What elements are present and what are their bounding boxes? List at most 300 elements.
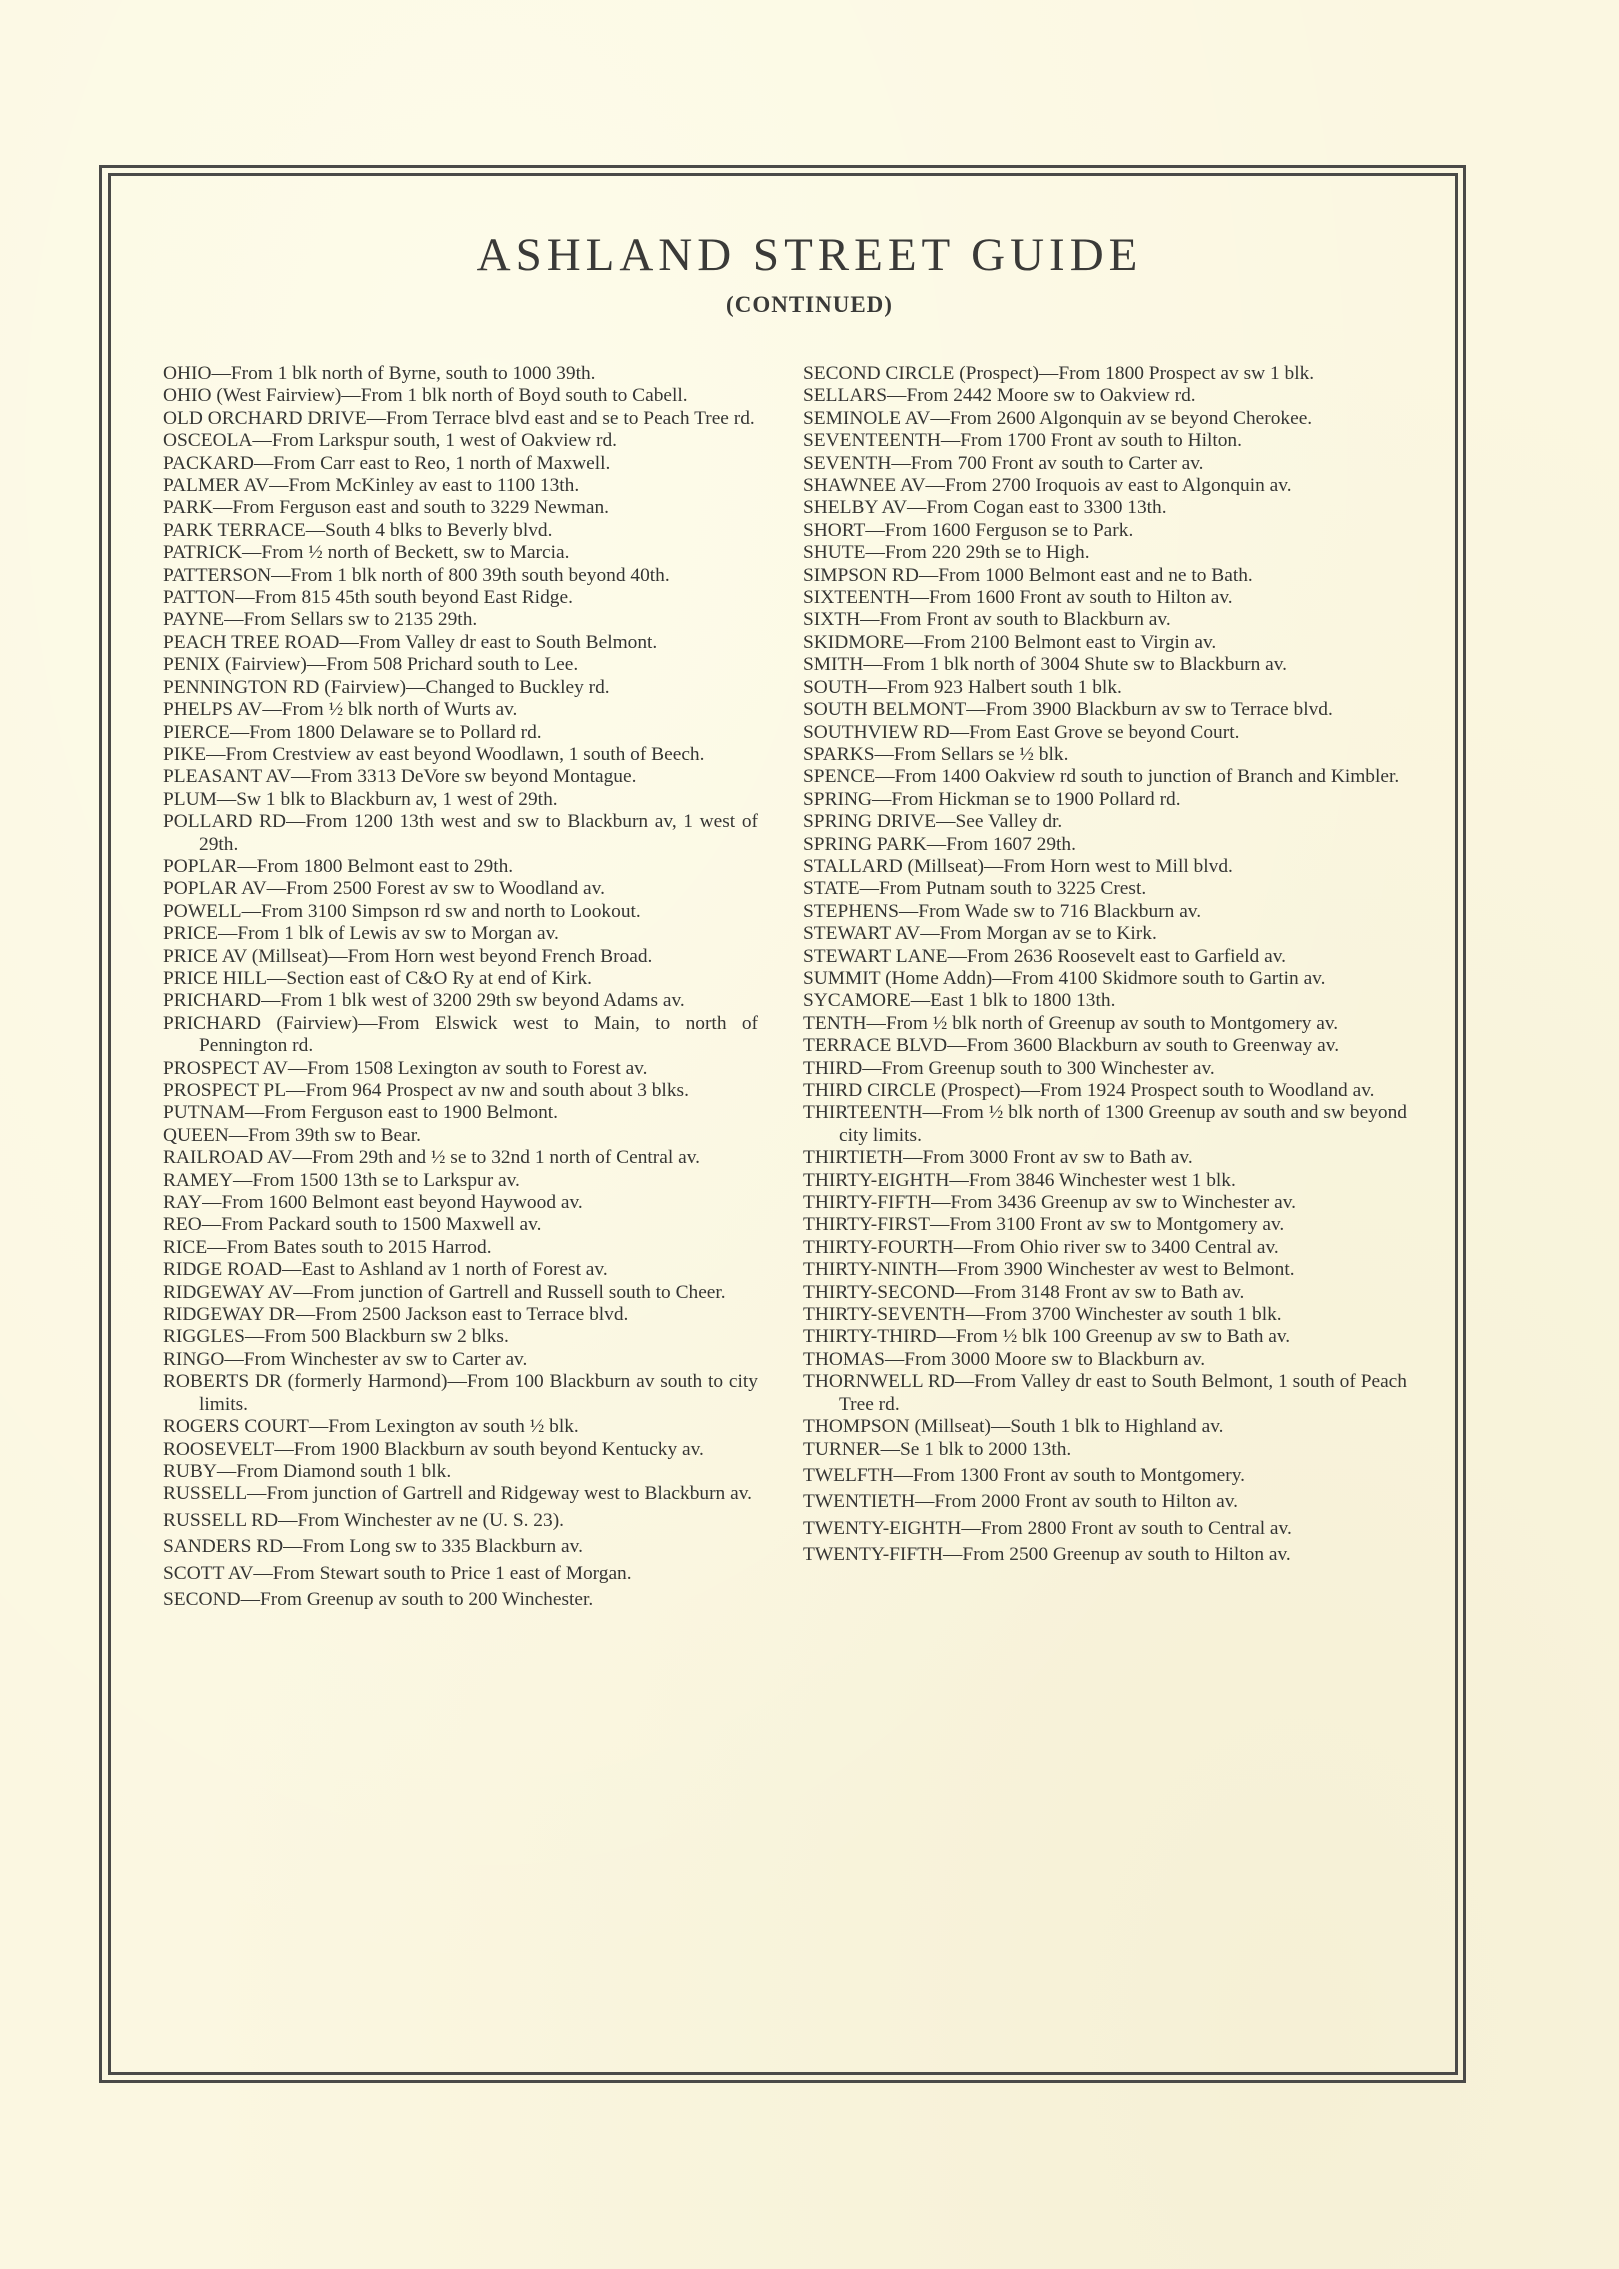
page-subtitle: (CONTINUED) xyxy=(726,292,893,317)
street-name: TWENTIETH xyxy=(803,1491,915,1513)
street-entry xyxy=(803,1544,1407,1566)
street-entry xyxy=(163,789,758,811)
street-description: —From 2600 Algonquin av se beyond Cherokee. xyxy=(930,407,1313,429)
street-entry xyxy=(163,923,758,945)
street-entry xyxy=(163,901,758,923)
street-entry xyxy=(803,699,1407,721)
street-entry xyxy=(803,453,1407,475)
street-description: —From 1800 Prospect av sw 1 blk. xyxy=(1038,363,1315,384)
street-name: PAYNE xyxy=(163,609,225,631)
street-name: ROOSEVELT xyxy=(163,1438,275,1460)
street-entry xyxy=(803,1102,1407,1147)
street-description: —From 4100 Skidmore south to Gartin av. xyxy=(992,967,1326,989)
street-description: —From Wade sw to 716 Blackburn av. xyxy=(898,900,1202,922)
street-description: —East 1 blk to 1800 13th. xyxy=(910,990,1116,1012)
street-description: —From Front av south to Blackburn av. xyxy=(860,609,1171,631)
street-description: —From 1700 Front av south to Hilton. xyxy=(940,430,1242,452)
street-name: SPRING PARK xyxy=(803,833,927,855)
street-name: SPRING xyxy=(803,788,872,810)
street-description: —From 3100 Front av sw to Montgomery av. xyxy=(930,1214,1285,1236)
street-entry xyxy=(803,475,1407,497)
street-description: —From 1 blk north of Boyd south to Cabell. xyxy=(341,385,688,407)
street-name: SPENCE xyxy=(803,766,876,788)
street-entry xyxy=(163,408,758,430)
street-name: SUMMIT (Home Addn) xyxy=(803,967,993,989)
street-name: PARK xyxy=(163,497,213,519)
street-description: —From Putnam south to 3225 Crest. xyxy=(859,878,1147,900)
street-name: SECOND CIRCLE (Prospect) xyxy=(803,363,1039,384)
street-description: —From 3436 Greenup av sw to Winchester av. xyxy=(931,1192,1296,1214)
street-name: PUTNAM xyxy=(163,1102,245,1124)
street-entry xyxy=(803,1416,1407,1438)
street-entry xyxy=(163,1371,758,1416)
street-description: —From 3148 Front av sw to Bath av. xyxy=(954,1281,1245,1303)
street-name: PHELPS AV xyxy=(163,699,263,721)
street-name: THOMAS xyxy=(803,1348,885,1370)
street-entry xyxy=(163,811,758,856)
street-description: —From 3000 Front av sw to Bath av. xyxy=(903,1147,1193,1169)
street-name: SELLARS xyxy=(803,385,888,407)
street-name: SANDERS RD xyxy=(163,1536,284,1558)
street-name: THIRTIETH xyxy=(803,1147,904,1169)
street-name: THOMPSON (Millseat) xyxy=(803,1416,991,1438)
street-description: —From Winchester av ne (U. S. 23). xyxy=(278,1509,565,1531)
street-description: —From Elswick west to Main, to north of Pennington rd. xyxy=(199,1012,758,1057)
street-entry xyxy=(803,1326,1407,1348)
street-entry xyxy=(803,1259,1407,1281)
street-entry xyxy=(163,968,758,990)
street-name: OHIO (West Fairview) xyxy=(163,385,342,407)
street-name: RAMEY xyxy=(163,1169,234,1191)
street-name: PATRICK xyxy=(163,542,243,564)
street-entry xyxy=(803,1058,1407,1080)
street-entry xyxy=(803,1147,1407,1169)
street-entry xyxy=(163,1349,758,1371)
street-name: TWENTY-EIGHTH xyxy=(803,1517,962,1539)
street-description: —From ½ north of Beckett, sw to Marcia. xyxy=(242,542,570,564)
street-name: SHAWNEE AV xyxy=(803,475,926,497)
street-description: —From Crestview av east beyond Woodlawn, 1 south of Beech. xyxy=(206,743,705,765)
street-entry xyxy=(163,1192,758,1214)
street-entry xyxy=(163,856,758,878)
street-entry xyxy=(163,565,758,587)
street-entry xyxy=(803,1465,1407,1487)
street-description: —From East Grove se beyond Court. xyxy=(949,721,1240,743)
street-description: —From Horn west beyond French Broad. xyxy=(328,945,653,967)
street-entry xyxy=(803,632,1407,654)
street-name: REO xyxy=(163,1214,202,1236)
street-entry xyxy=(803,1304,1407,1326)
street-entry xyxy=(163,1536,758,1558)
street-name: RUSSELL xyxy=(163,1483,248,1505)
street-entry xyxy=(803,766,1407,788)
street-description: —From 2000 Front av south to Hilton av. xyxy=(915,1491,1238,1513)
street-entry xyxy=(803,1491,1407,1513)
street-description: —From 1500 13th se to Larkspur av. xyxy=(233,1169,520,1191)
street-entry xyxy=(163,1259,758,1281)
street-description: —South 1 blk to Highland av. xyxy=(990,1416,1224,1438)
street-entry xyxy=(163,1304,758,1326)
street-entry xyxy=(163,744,758,766)
street-name: PRICE HILL xyxy=(163,967,267,989)
street-name: THIRTY-FIRST xyxy=(803,1214,931,1236)
street-description: —From 100 Blackburn av south to city limits. xyxy=(199,1371,758,1415)
street-description: —From 3846 Winchester west 1 blk. xyxy=(949,1169,1236,1191)
street-entry xyxy=(163,1461,758,1483)
street-entry xyxy=(803,363,1407,385)
street-name: THIRTY-THIRD xyxy=(803,1326,937,1348)
street-description: —From 1400 Oakview rd south to junction of Branch and Kimbler. xyxy=(875,766,1400,788)
street-description: —From Bates south to 2015 Harrod. xyxy=(207,1236,492,1258)
street-description: —From 3313 DeVore sw beyond Montague. xyxy=(291,766,637,788)
street-description: —From 1 blk north of Byrne, south to 1000 39th. xyxy=(211,363,596,384)
street-entry xyxy=(163,1589,758,1611)
street-name: OLD ORCHARD DRIVE xyxy=(163,407,367,429)
street-name: POWELL xyxy=(163,900,242,922)
street-name: RAILROAD AV xyxy=(163,1147,293,1169)
street-entry xyxy=(803,1080,1407,1102)
street-description: —From 1 blk west of 3200 29th sw beyond Adams av. xyxy=(261,990,685,1012)
street-entry xyxy=(163,946,758,968)
street-name: RUBY xyxy=(163,1460,217,1482)
street-entry xyxy=(803,677,1407,699)
street-entry xyxy=(163,1214,758,1236)
street-description: —From junction of Gartrell and Ridgeway west to Blackburn av. xyxy=(247,1483,752,1505)
street-name: QUEEN xyxy=(163,1124,229,1146)
street-entry xyxy=(803,542,1407,564)
street-description: —From 2442 Moore sw to Oakview rd. xyxy=(887,385,1196,407)
street-name: SHORT xyxy=(803,519,866,541)
street-entry xyxy=(803,385,1407,407)
street-description: —From 1508 Lexington av south to Forest av. xyxy=(287,1057,648,1079)
street-name: PROSPECT PL xyxy=(163,1080,287,1101)
street-description: —From Lexington av south ½ blk. xyxy=(308,1416,579,1438)
street-name: PIKE xyxy=(163,743,207,765)
street-description: —From Winchester av sw to Carter av. xyxy=(224,1348,528,1370)
street-entry xyxy=(803,811,1407,833)
street-name: TURNER xyxy=(803,1438,881,1460)
street-entry xyxy=(803,878,1407,900)
street-entry xyxy=(803,744,1407,766)
street-name: RAY xyxy=(163,1192,203,1214)
street-entry xyxy=(163,677,758,699)
street-name: POLLARD RD xyxy=(163,811,286,833)
street-name: PACKARD xyxy=(163,452,254,474)
street-name: RIDGEWAY DR xyxy=(163,1304,296,1326)
street-description: —From 3000 Moore sw to Blackburn av. xyxy=(884,1348,1206,1370)
street-name: POPLAR xyxy=(163,855,238,877)
street-description: —From 3100 Simpson rd sw and north to Lookout. xyxy=(241,900,641,922)
street-description: —From Sellars se ½ blk. xyxy=(874,743,1069,765)
street-entry xyxy=(803,430,1407,452)
street-description: —From Long sw to 335 Blackburn av. xyxy=(283,1536,583,1558)
street-description: —From Hickman se to 1900 Pollard rd. xyxy=(871,788,1181,810)
street-entry xyxy=(803,1518,1407,1540)
street-description: —From 2500 Jackson east to Terrace blvd. xyxy=(295,1304,629,1326)
street-name: SKIDMORE xyxy=(803,631,905,653)
street-description: —From ½ blk north of Greenup av south to Montgomery av. xyxy=(866,1012,1339,1034)
page-title: ASHLAND STREET GUIDE xyxy=(476,229,1143,281)
street-entry xyxy=(163,699,758,721)
street-name: PENNINGTON RD (Fairview) xyxy=(163,676,407,698)
street-entry xyxy=(803,1170,1407,1192)
street-description: —From 3900 Winchester av west to Belmont. xyxy=(937,1259,1295,1281)
street-description: —From 1300 Front av south to Montgomery. xyxy=(893,1464,1246,1486)
street-entry xyxy=(163,609,758,631)
street-name: THIRTY-SEVENTH xyxy=(803,1304,966,1326)
street-entry xyxy=(163,475,758,497)
street-name: SHELBY AV xyxy=(803,497,907,519)
street-entry xyxy=(163,722,758,744)
street-entry xyxy=(163,1125,758,1147)
street-name: SCOTT AV xyxy=(163,1562,254,1584)
street-description: —From Ferguson east and south to 3229 Newman. xyxy=(212,497,609,519)
street-description: —From 815 45th south beyond East Ridge. xyxy=(235,587,573,609)
street-name: POPLAR AV xyxy=(163,878,267,900)
street-name: THIRTY-FOURTH xyxy=(803,1236,954,1258)
street-name: TENTH xyxy=(803,1012,867,1034)
street-description: —See Valley dr. xyxy=(936,811,1063,833)
street-name: STEWART LANE xyxy=(803,945,948,967)
street-description: —From Ohio river sw to 3400 Central av. xyxy=(953,1236,1279,1258)
street-name: PIERCE xyxy=(163,721,230,743)
street-description: —From ½ blk 100 Greenup av sw to Bath av. xyxy=(936,1326,1291,1348)
street-name: PATTERSON xyxy=(163,564,272,586)
street-description: —From Ferguson east to 1900 Belmont. xyxy=(244,1102,559,1124)
street-entry xyxy=(163,1080,758,1102)
street-description: —From Terrace blvd east and se to Peach Tree rd. xyxy=(366,407,755,429)
street-name: SIMPSON RD xyxy=(803,564,919,586)
street-description: —Changed to Buckley rd. xyxy=(406,676,610,698)
street-name: THIRTY-NINTH xyxy=(803,1259,938,1281)
street-description: —From Valley dr east to South Belmont. xyxy=(339,631,658,653)
street-entry xyxy=(803,609,1407,631)
street-description: —From 2500 Forest av sw to Woodland av. xyxy=(266,878,605,900)
street-description: —From 29th and ½ se to 32nd 1 north of Central av. xyxy=(292,1147,700,1169)
street-name: THORNWELL RD xyxy=(803,1371,955,1393)
street-entry xyxy=(803,968,1407,990)
street-name: SPRING DRIVE xyxy=(803,811,937,833)
street-entry xyxy=(163,1237,758,1259)
street-description: —From Valley dr east to South Belmont, 1 south of Peach Tree rd. xyxy=(839,1371,1407,1415)
street-name: THIRTY-EIGHTH xyxy=(803,1169,950,1191)
street-name: PRICE xyxy=(163,923,218,945)
street-entry xyxy=(803,990,1407,1012)
street-entry xyxy=(163,587,758,609)
street-description: —From 1924 Prospect south to Woodland av. xyxy=(1020,1080,1375,1101)
street-entry xyxy=(163,1416,758,1438)
street-entry xyxy=(803,654,1407,676)
street-description: —From 500 Blackburn sw 2 blks. xyxy=(244,1326,509,1348)
street-entry xyxy=(163,385,758,407)
street-name: PRICHARD xyxy=(163,990,262,1012)
street-entry xyxy=(163,1326,758,1348)
street-name: SEVENTEENTH xyxy=(803,430,941,452)
street-name: THIRTY-SECOND xyxy=(803,1281,955,1303)
street-description: —From McKinley av east to 1100 13th. xyxy=(269,475,580,497)
street-description: —From Greenup south to 300 Winchester av. xyxy=(862,1057,1215,1079)
street-name: RIDGE ROAD xyxy=(163,1259,283,1281)
street-entry xyxy=(803,565,1407,587)
street-description: —From 3600 Blackburn av south to Greenway av. xyxy=(947,1035,1340,1057)
street-entry xyxy=(163,430,758,452)
street-entry xyxy=(803,856,1407,878)
street-description: —From ½ blk north of Wurts av. xyxy=(262,699,518,721)
street-description: —From 923 Halbert south 1 blk. xyxy=(867,676,1122,698)
street-entry xyxy=(163,453,758,475)
street-entry xyxy=(803,1237,1407,1259)
street-entry xyxy=(803,834,1407,856)
street-entry xyxy=(163,766,758,788)
street-description: —From 700 Front av south to Carter av. xyxy=(891,452,1204,474)
street-name: TWENTY-FIFTH xyxy=(803,1544,944,1566)
street-entry xyxy=(803,722,1407,744)
left-column xyxy=(163,363,758,1611)
street-entry xyxy=(803,520,1407,542)
street-name: STALLARD (Millseat) xyxy=(803,855,985,877)
street-description: —From 2700 Iroquois av east to Algonquin av. xyxy=(925,475,1292,497)
street-name: PLUM xyxy=(163,788,217,810)
street-description: —From 2100 Belmont east to Virgin av. xyxy=(904,631,1217,653)
street-entry xyxy=(803,901,1407,923)
street-entry xyxy=(163,1170,758,1192)
street-description: —From 1607 29th. xyxy=(926,833,1076,855)
street-name: SOUTHVIEW RD xyxy=(803,721,950,743)
street-description: —East to Ashland av 1 north of Forest av. xyxy=(282,1259,608,1281)
street-name: STEWART AV xyxy=(803,923,921,945)
street-entry xyxy=(163,1563,758,1585)
street-description: —From 1 blk north of 3004 Shute sw to Blackburn av. xyxy=(863,654,1288,676)
street-name: SYCAMORE xyxy=(803,990,911,1012)
street-entry xyxy=(163,1510,758,1532)
street-name: PENIX (Fairview) xyxy=(163,654,307,676)
street-name: PRICE AV (Millseat) xyxy=(163,945,329,967)
street-description: —From 2800 Front av south to Central av. xyxy=(961,1517,1292,1539)
street-entry xyxy=(163,1483,758,1505)
street-description: —South 4 blks to Beverly blvd. xyxy=(305,519,553,541)
street-entry xyxy=(163,1147,758,1169)
street-name: SOUTH BELMONT xyxy=(803,699,967,721)
street-name: PEACH TREE ROAD xyxy=(163,631,340,653)
street-name: STATE xyxy=(803,878,860,900)
street-entry xyxy=(803,1282,1407,1304)
street-name: RINGO xyxy=(163,1348,225,1370)
street-entry xyxy=(163,632,758,654)
street-description: —From Diamond south 1 blk. xyxy=(216,1460,452,1482)
street-description: —From 1600 Ferguson se to Park. xyxy=(865,519,1134,541)
street-name: SEVENTH xyxy=(803,452,892,474)
street-description: —From 1600 Front av south to Hilton av. xyxy=(909,587,1233,609)
street-description: —From Greenup av south to 200 Winchester. xyxy=(240,1588,594,1610)
street-description: —From 1600 Belmont east beyond Haywood av. xyxy=(202,1192,583,1214)
street-description: —From 1800 Delaware se to Pollard rd. xyxy=(229,721,542,743)
street-entry xyxy=(163,520,758,542)
street-description: —From 2500 Greenup av south to Hilton av. xyxy=(943,1544,1291,1566)
street-entry xyxy=(803,1349,1407,1371)
street-entry xyxy=(803,1439,1407,1461)
street-name: OSCEOLA xyxy=(163,430,253,452)
street-description: —From 1 blk north of 800 39th south beyond 40th. xyxy=(271,564,670,586)
street-description: —From 1 blk of Lewis av sw to Morgan av. xyxy=(217,923,559,945)
street-description: —From 39th sw to Bear. xyxy=(228,1124,421,1146)
street-description: —Se 1 blk to 2000 13th. xyxy=(880,1438,1072,1460)
street-entry xyxy=(163,497,758,519)
street-entry xyxy=(163,878,758,900)
street-name: RUSSELL RD xyxy=(163,1509,279,1531)
street-name: SIXTEENTH xyxy=(803,587,910,609)
street-name: TWELFTH xyxy=(803,1464,894,1486)
street-entry xyxy=(163,1102,758,1124)
right-column xyxy=(803,363,1407,1567)
street-name: SECOND xyxy=(163,1588,241,1610)
street-entry xyxy=(163,654,758,676)
street-description: —From Stewart south to Price 1 east of Morgan. xyxy=(253,1562,632,1584)
street-description: —From junction of Gartrell and Russell south to Cheer. xyxy=(293,1281,726,1303)
street-description: —From 3700 Winchester av south 1 blk. xyxy=(965,1304,1282,1326)
street-entry xyxy=(803,1371,1407,1416)
street-entry xyxy=(803,789,1407,811)
street-description: —From 1200 13th west and sw to Blackburn av, 1 west of 29th. xyxy=(199,811,758,855)
street-name: PRICHARD (Fairview) xyxy=(163,1012,359,1034)
street-entry xyxy=(803,1035,1407,1057)
street-entry xyxy=(803,1192,1407,1214)
street-name: PARK TERRACE xyxy=(163,519,306,541)
street-entry xyxy=(163,1282,758,1304)
street-description: —From 220 29th se to High. xyxy=(865,542,1090,564)
street-name: THIRD CIRCLE (Prospect) xyxy=(803,1080,1021,1101)
street-name: SOUTH xyxy=(803,676,868,698)
street-description: —From Horn west to Mill blvd. xyxy=(984,855,1233,877)
street-name: PATTON xyxy=(163,587,236,609)
street-description: —From Sellars sw to 2135 29th. xyxy=(224,609,478,631)
street-description: —From 1000 Belmont east and ne to Bath. xyxy=(918,564,1253,586)
street-name: SHUTE xyxy=(803,542,866,564)
street-entry xyxy=(803,408,1407,430)
street-description: —From Packard south to 1500 Maxwell av. xyxy=(201,1214,542,1236)
street-entry xyxy=(803,1013,1407,1035)
street-name: RICE xyxy=(163,1236,208,1258)
street-entry xyxy=(803,946,1407,968)
street-entry xyxy=(163,542,758,564)
street-description: —From Morgan av se to Kirk. xyxy=(920,923,1157,945)
street-entry xyxy=(803,587,1407,609)
street-name: THIRTEENTH xyxy=(803,1102,923,1124)
street-name: ROGERS COURT xyxy=(163,1416,309,1438)
street-entry xyxy=(163,1013,758,1058)
street-name: SMITH xyxy=(803,654,864,676)
street-description: —From Carr east to Reo, 1 north of Maxwell. xyxy=(253,452,611,474)
street-name: STEPHENS xyxy=(803,900,899,922)
street-description: —From 1800 Belmont east to 29th. xyxy=(237,855,514,877)
street-name: SIXTH xyxy=(803,609,861,631)
street-name: ROBERTS DR (formerly Harmond) xyxy=(163,1371,448,1393)
street-name: PALMER AV xyxy=(163,475,270,497)
street-entry xyxy=(803,1214,1407,1236)
street-name: THIRD xyxy=(803,1057,863,1079)
street-entry xyxy=(163,1439,758,1461)
street-name: RIDGEWAY AV xyxy=(163,1281,294,1303)
street-name: TERRACE BLVD xyxy=(803,1035,948,1057)
street-description: —Sw 1 blk to Blackburn av, 1 west of 29th. xyxy=(216,788,558,810)
street-entry xyxy=(163,1058,758,1080)
street-name: PROSPECT AV xyxy=(163,1057,288,1079)
street-description: —From Cogan east to 3300 13th. xyxy=(906,497,1167,519)
street-entry xyxy=(163,363,758,385)
street-description: —From 508 Prichard south to Lee. xyxy=(306,654,579,676)
street-name: PLEASANT AV xyxy=(163,766,292,788)
street-description: —Section east of C&O Ry at end of Kirk. xyxy=(266,967,592,989)
street-name: RIGGLES xyxy=(163,1326,245,1348)
